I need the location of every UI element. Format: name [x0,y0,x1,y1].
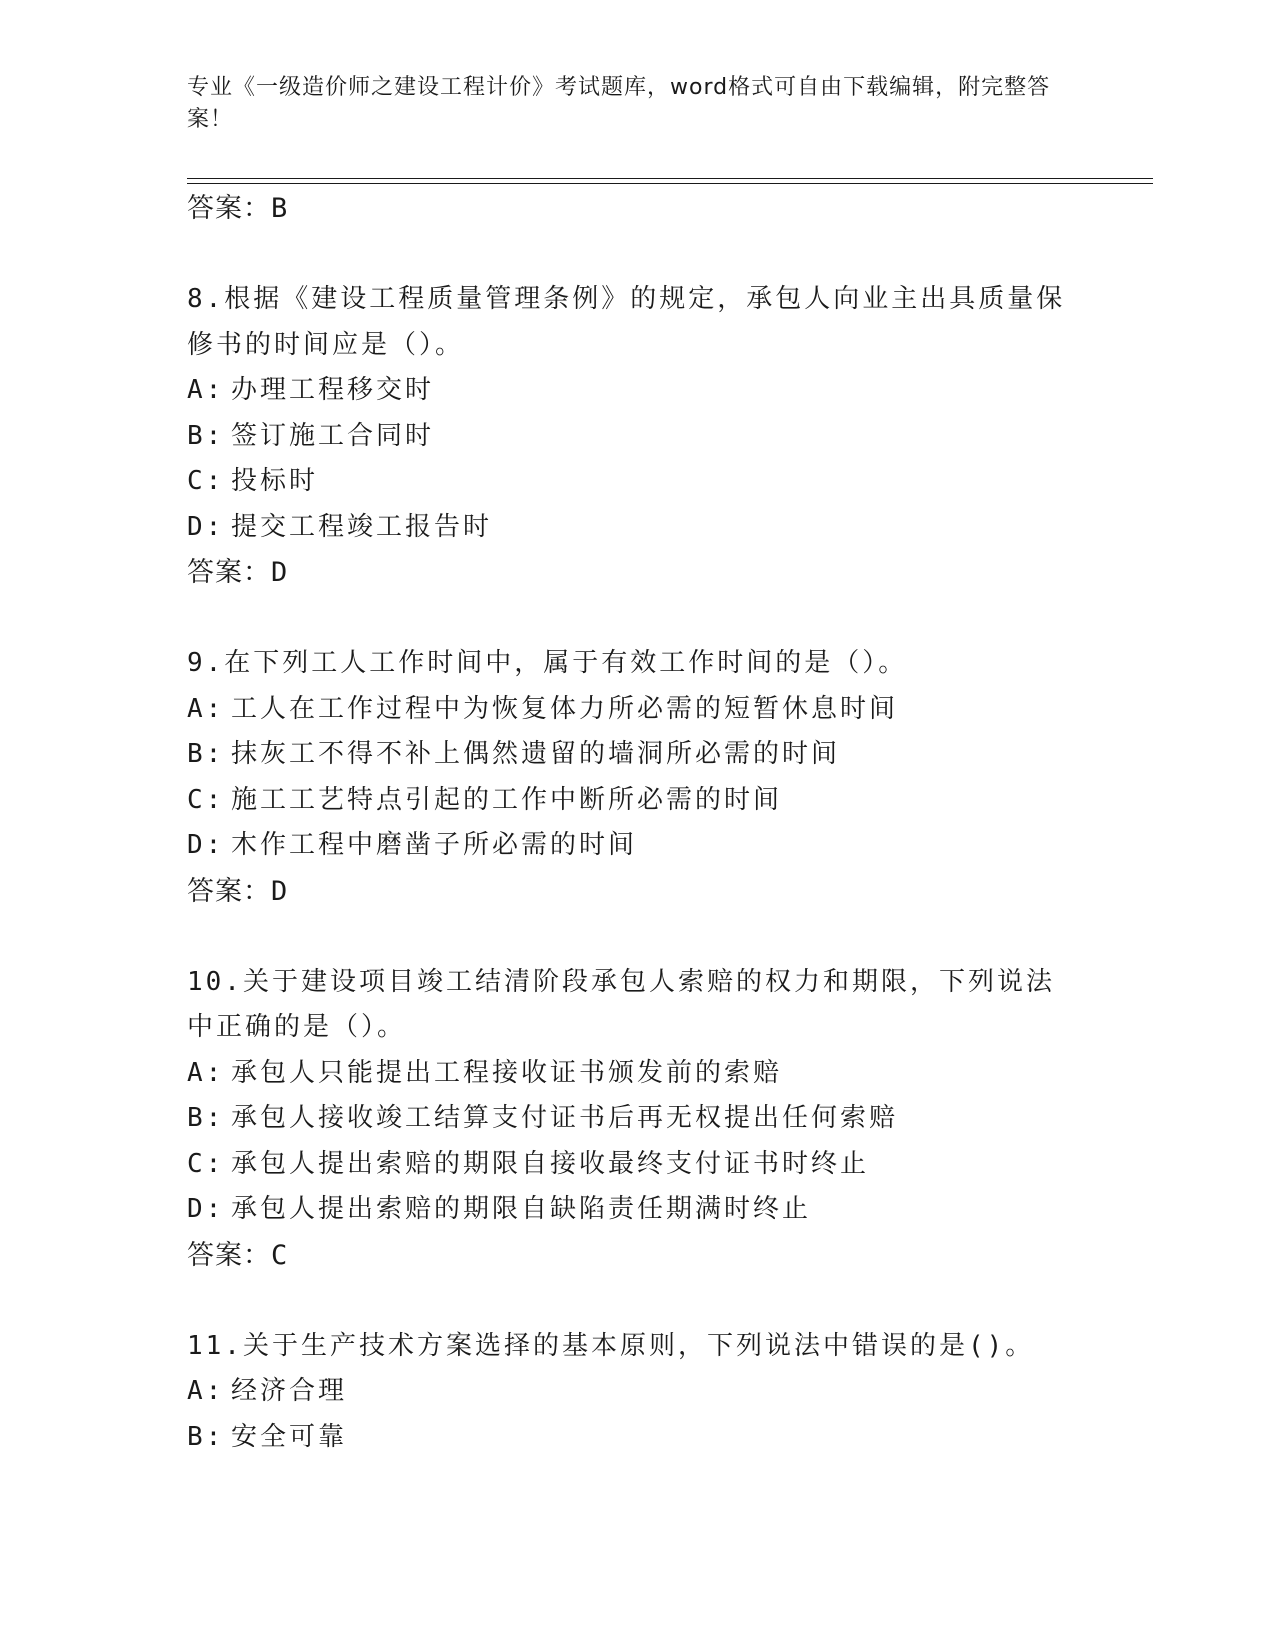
spacer [187,596,1087,641]
option-text: 工人在工作过程中为恢复体力所必需的短暂休息时间 [231,693,899,724]
answer-value: B [271,193,289,224]
question-text: 10.关于建设项目竣工结清阶段承包人索赔的权力和期限，下列说法中正确的是（）。 [187,966,1055,1042]
option-letter: C: [187,1148,225,1179]
answer-value: C [271,1239,289,1271]
answer-label: 答案： [187,193,271,224]
option-text: 承包人提出索赔的期限自接收最终支付证书时终止 [231,1148,870,1179]
option-letter: B: [187,739,225,769]
option-text: 投标时 [231,466,319,496]
question-list [187,186,1087,1460]
option-a [187,1369,1087,1415]
question-10 [187,960,1087,1279]
option-letter: B: [187,420,225,451]
option-text: 经济合理 [231,1376,348,1406]
option-d [187,823,1087,869]
question-text: 11.关于生产技术方案选择的基本原则，下列说法中错误的是()。 [187,1330,1035,1361]
option-letter: B: [187,1103,225,1133]
option-a [187,1051,1087,1097]
option-letter: A: [187,693,225,724]
option-text: 提交工程竣工报告时 [231,511,493,542]
question-8 [187,277,1087,596]
option-c [187,778,1087,824]
option-letter: C: [187,466,225,496]
answer-label: 答案： [187,557,271,588]
option-b [187,732,1087,778]
option-text: 办理工程移交时 [231,375,435,405]
option-letter: D: [187,830,225,860]
option-letter: D: [187,511,225,542]
option-text: 施工工艺特点引起的工作中断所必需的时间 [231,784,783,815]
option-b [187,1415,1087,1461]
option-text: 签订施工合同时 [231,420,435,451]
spacer [187,232,1087,277]
answer-label: 答案： [187,1239,271,1271]
question-9 [187,641,1087,915]
option-letter: C: [187,784,225,815]
option-b [187,1096,1087,1142]
option-letter: A: [187,375,225,405]
option-letter: D: [187,1194,225,1224]
answer-value: D [271,875,289,907]
option-text: 承包人接收竣工结算支付证书后再无权提出任何索赔 [231,1103,899,1133]
option-letter: A: [187,1376,225,1406]
option-text: 抹灰工不得不补上偶然遗留的墙洞所必需的时间 [231,739,841,769]
answer-line [187,1233,1087,1279]
option-c [187,1142,1087,1188]
question-11 [187,1324,1087,1461]
answer-value: D [271,557,289,588]
option-text: 承包人提出索赔的期限自缺陷责任期满时终止 [231,1194,812,1224]
option-a [187,368,1087,414]
spacer [187,1279,1087,1324]
header-note: 专业《一级造价师之建设工程计价》考试题库，word格式可自由下载编辑，附完整答案！ [187,75,1051,132]
header-rule-bottom [187,183,1153,184]
option-text: 承包人只能提出工程接收证书颁发前的索赔 [231,1057,783,1088]
option-letter: A: [187,1057,225,1088]
option-letter: B: [187,1421,225,1452]
answer-line [187,869,1087,915]
option-text: 安全可靠 [231,1421,348,1452]
option-d [187,505,1087,551]
answer-line [187,186,1087,232]
option-b [187,414,1087,460]
header-rule-top [187,178,1153,179]
option-a [187,687,1087,733]
option-text: 木作工程中磨凿子所必需的时间 [231,830,638,860]
answer-line [187,550,1087,596]
answer-label: 答案： [187,875,271,907]
spacer [187,915,1087,960]
option-c [187,459,1087,505]
option-d [187,1187,1087,1233]
question-text: 8.根据《建设工程质量管理条例》的规定，承包人向业主出具质量保修书的时间应是（）。 [187,284,1066,360]
question-text: 9.在下列工人工作时间中，属于有效工作时间的是（）。 [187,648,908,678]
